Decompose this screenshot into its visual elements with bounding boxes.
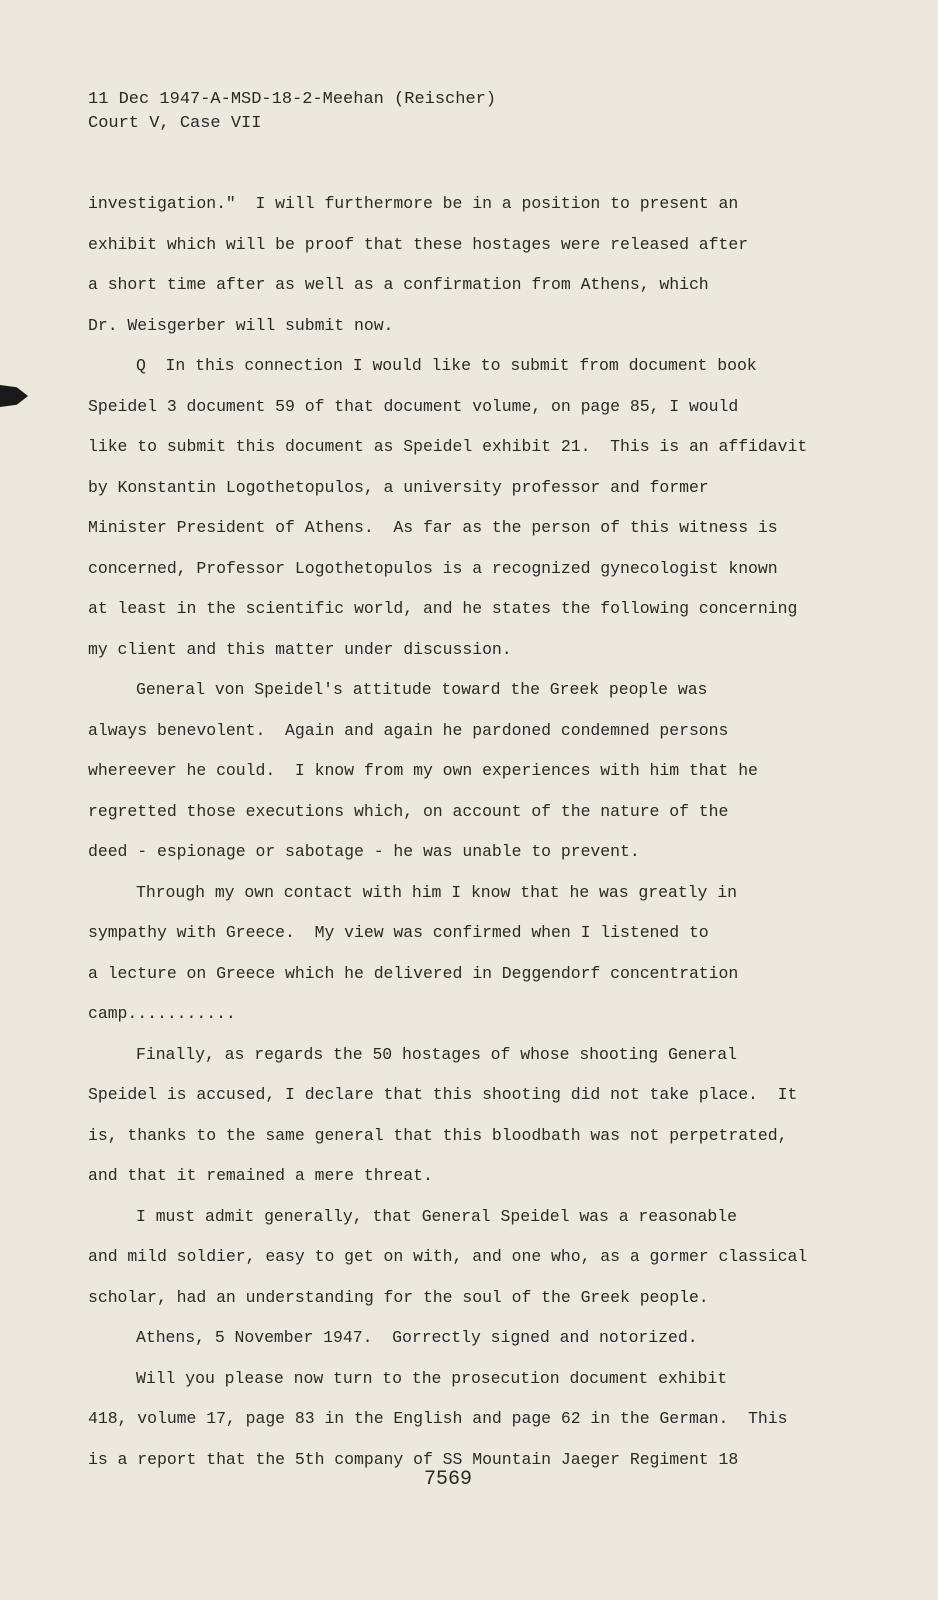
text-line: concerned, Professor Logothetopulos is a recognized gynecologist known [88,558,778,578]
text-line: Speidel is accused, I declare that this shooting did not take place. It [88,1085,798,1104]
text-line: exhibit which will be proof that these hostages were released after [88,234,749,254]
text-line: like to submit this document as Speidel exhibit 21. This is an affidavit [88,437,808,456]
text-line: whereever he could. I know from my own experiences with him that he [88,761,758,780]
text-line: deed - espionage or sabotage - he was unable to prevent. [88,842,640,861]
text-line: 418, volume 17, page 83 in the English and page 62 in the German. This [88,1409,788,1428]
text-line: a short time after as well as a confirmation from Athens, which [88,275,709,294]
text-line: I must admit generally, that General Speidel was a reasonable [136,1206,737,1226]
text-line: at least in the scientific world, and he states the following concerning [88,599,798,618]
text-line: scholar, had an understanding for the soul of the Greek people. [88,1287,709,1307]
text-line: investigation." I will furthermore be in a position to present an [88,194,739,213]
text-line: a lecture on Greece which he delivered in Deggendorf concentration [88,963,739,983]
header-date-line: 11 Dec 1947-A-MSD-18-2-Meehan (Reischer) [88,90,497,109]
text-line: Minister President of Athens. As far as the person of this witness is [88,518,778,537]
text-line: Dr. Weisgerber will submit now. [88,315,394,335]
text-line: Athens, 5 November 1947. Gorrectly signed and notorized. [136,1328,698,1347]
text-line: Finally, as regards the 50 hostages of whose shooting General [136,1044,737,1064]
text-line: Speidel 3 document 59 of that document volume, on page 85, I would [88,396,739,416]
text-line: is a report that the 5th company of SS Mountain Jaeger Regiment 18 [88,1449,739,1469]
text-line: and mild soldier, easy to get on with, and one who, as a gormer classical [88,1247,808,1266]
text-line: is, thanks to the same general that this bloodbath was not perpetrated, [88,1125,788,1145]
text-line: Q In this connection I would like to submit from document book [136,356,757,375]
document-body [88,190,807,1486]
text-line: and that it remained a mere threat. [88,1166,433,1185]
header-court-line: Court V, Case VII [88,114,262,133]
text-line: camp........... [88,1004,236,1023]
binding-mark [0,385,28,407]
text-line: always benevolent. Again and again he pardoned condemned persons [88,720,729,740]
page-number: 7569 [424,1468,473,1491]
text-line: my client and this matter under discussion. [88,639,512,659]
text-line: regretted those executions which, on account of the nature of the [88,801,729,821]
text-line: Will you please now turn to the prosecution document exhibit [136,1368,728,1388]
text-line: by Konstantin Logothetopulos, a university professor and former [88,477,709,497]
text-line: sympathy with Greece. My view was confirmed when I listened to [88,923,709,942]
text-line: General von Speidel's attitude toward the Greek people was [136,680,708,699]
text-line: Through my own contact with him I know that he was greatly in [136,882,737,902]
